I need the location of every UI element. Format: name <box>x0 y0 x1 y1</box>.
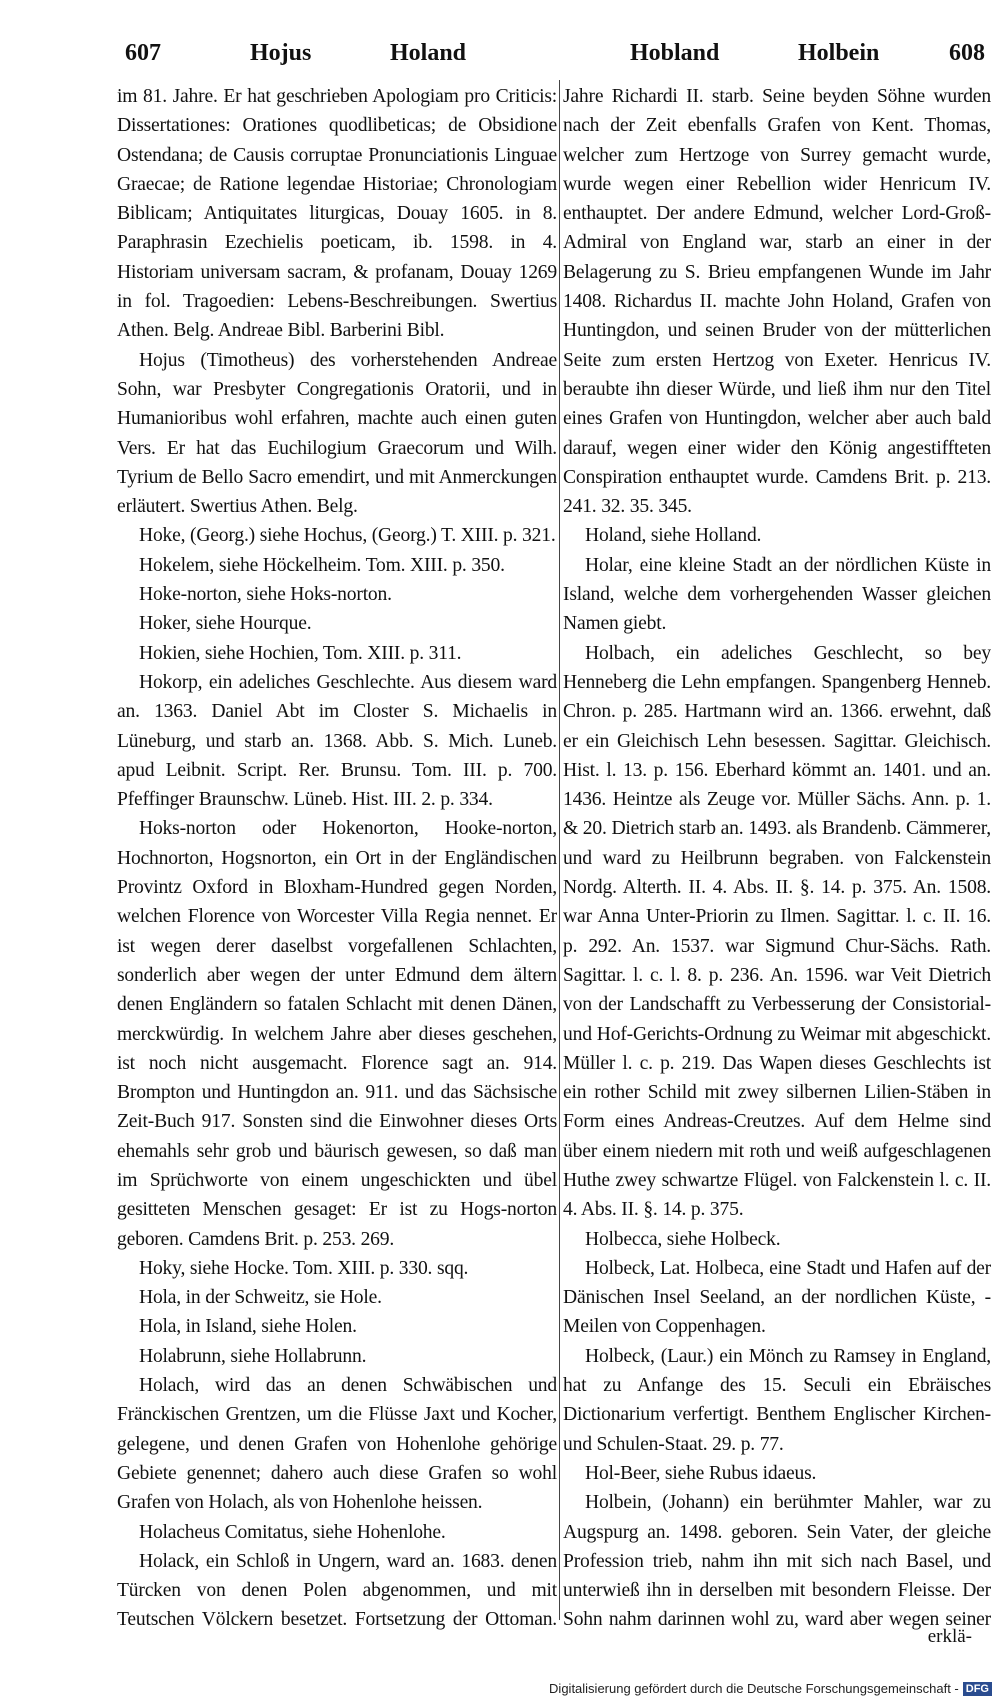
entry-paragraph: Holabrunn, siehe Hollabrunn. <box>139 1345 367 1367</box>
dfg-logo: DFG <box>963 1682 992 1696</box>
entry-paragraph: Hoke, (Georg.) siehe Hochus, (Georg.) T. XIII. p. 321. <box>139 525 556 547</box>
page-number-right: 608 <box>949 40 985 66</box>
entry-paragraph: Holach, wird das an denen Schwäbischen und Fränckischen Grentzen, um die Flüsse Jaxt und Kocher, gelegene, und denen Grafen von Hohenlohe gehörige Gebiete genennet; dahero auch diese Grafen so wohl Grafen von Holach, als von Hohenlohe heissen. <box>117 1375 557 1514</box>
running-head-left-last: Holand <box>390 40 467 66</box>
catchword: erklä- <box>927 1626 972 1647</box>
digitization-footer <box>549 1681 992 1696</box>
left-column <box>117 82 557 1632</box>
entry-paragraph: Hokorp, ein adeliches Geschlechte. Aus diesem ward an. 1363. Daniel Abt im Closter S. Michaelis in Lüneburg, und starb an. 1368. Abb. S. Mich. Luneb. apud Leibnit. Script. Rer. Brunsu. Tom. III. p. 700. Pfeffinger Braunschw. Lüneb. Hist. III. 2. p. 334. <box>117 671 557 811</box>
entry-paragraph: im 81. Jahre. Er hat geschrieben Apologiam pro Criticis: Dissertationes: Orationes quodlibeticas; de Obsidione Ostendana; de Causis corruptae Pronunciationis Linguae Graecae; de Ratione legendae Historiae; Chronologiam Biblicam; Antiquitates liturgicas, Douay 1605. in 8. Paraphrasin Ezechielis poeticam, ib. 1598. in 4. Historiam universam sacram, & profanam, Douay 1269 in fol. Tragoedien: Lebens-Beschreibungen. Swertius Athen. Belg. Andreae Bibl. Barberini Bibl. <box>117 86 557 342</box>
entry-paragraph: Holbeck, Lat. Holbeca, eine Stadt und Hafen auf der Dänischen Insel Seeland, an der nordlichen Küste, - Meilen von Coppenhagen. <box>563 1257 991 1338</box>
footer-text: Digitalisierung gefördert durch die Deutsche Forschungsgemeinschaft - <box>549 1681 959 1696</box>
entry-paragraph: Hoker, siehe Hourque. <box>139 613 312 635</box>
entry-paragraph: Jahre Richardi II. starb. Seine beyden Söhne wurden nach der Zeit ebenfalls Grafen von Kent. Thomas, welcher zum Hertzoge von Surrey gemacht wurde, wurde wegen einer Rebellion wider Henricum IV. enthauptet. Der andere Edmund, welcher Lord-Groß-Admiral von England war, starb an einer in der Belagerung zu S. Brieu empfangenen Wunde im Jahr 1408. Richardus II. machte John Holand, Grafen von Huntingdon, und seinen Bruder von der mütterlichen Seite zum ersten Hertzog von Exeter. Henricus IV. beraubte ihn dieser Würde, und ließ ihm nur den Titel eines Grafen von Huntingdon, welcher aber auch bald darauf, wegen einer wider den König angestiffteten Conspiration enthauptet wurde. Camdens Brit. p. 213. 241. 32. 35. 345. <box>563 86 991 518</box>
page-number-left: 607 <box>125 40 161 66</box>
entry-paragraph: Hoks-norton oder Hokenorton, Hooke-norton, Hochnorton, Hogsnorton, ein Ort in der Engländischen Provintz Oxford in Bloxham-Hundred gegen Norden, welchen Florence von Worcester Villa Regia nennet. Er ist wegen derer daselbst vorgefallenen Schlachten, sonderlich aber wegen der unter Edmund dem ältern denen Engländern so fatalen Schlacht mit denen Dänen, merckwürdig. In welchem Jahre aber dieses geschehen, ist noch nicht ausgemacht. Florence sagt an. 914. Brompton und Huntingdon an. 911. und das Sächsische Zeit-Buch 917. Sonsten sind die Einwohner dieses Orts ehemahls sehr grob und bäurisch gewesen, so daß man im Sprüchworte von einem ungeschickten und übel gesitteten Menschen gesaget: Er ist zu Hogs-norton geboren. Camdens Brit. p. 253. 269. <box>117 818 557 1250</box>
entry-paragraph: Hol-Beer, siehe Rubus idaeus. <box>585 1462 817 1484</box>
entry-paragraph: Holbach, ein adeliches Geschlecht, so bey Henneberg die Lehn empfangen. Spangenberg Henneb. Chron. p. 285. Hartmann wird an. 1366. erwehnt, daß er ein Gleichisch Lehn besessen. Sagittar. Gleichisch. Hist. l. 13. p. 156. Eberhard kömmt an. 1401. und an. 1436. Heintze als Zeuge vor. Müller Sächs. Ann. p. 1. & 20. Dietrich starb an. 1493. als Brandenb. Cämmerer, und ward zu Heilbrunn begraben. von Falckenstein Nordg. Alterth. II. 4. Abs. II. §. 14. p. 375. An. 1508. war Anna Unter-Priorin zu Ilmen. Sagittar. l. c. II. 16. p. 292. An. 1537. war Sigmund Chur-Sächs. Rath. Sagittar. l. c. l. 8. p. 236. An. 1596. war Veit Dietrich von der Landschafft zu Verbesserung der Consistorial- und Hof-Gerichts-Ordnung zu Weimar mit abgeschickt. Müller l. c. p. 219. Das Wapen dieses Geschlechts ist ein rother Schild mit zwey silbernen Lilien-Stäben in Form eines Andreas-Creutzes. Auf dem Helme sind über einem niedern mit roth und weiß aufgeschlagenen Huthe zwey schwartze Flügel. von Falckenstein l. c. II. 4. Abs. II. §. 14. p. 375. <box>563 642 991 1221</box>
entry-paragraph: Hokien, siehe Hochien, Tom. XIII. p. 311. <box>139 642 462 664</box>
entry-paragraph: Hoke-norton, siehe Hoks-norton. <box>139 584 392 606</box>
page-header <box>125 40 985 80</box>
entry-paragraph: Hojus (Timotheus) des vorherstehenden Andreae Sohn, war Presbyter Congregationis Oratorii, und in Humanioribus wohl erfahren, machte auch einen guten Vers. Er hat das Euchilogium Graecorum und Wilh. Tyrium de Bello Sacro emendirt, und mit Anmerckungen erläutert. Swertius Athen. Belg. <box>117 349 557 518</box>
running-head-right-first: Hobland <box>630 40 720 66</box>
entry-paragraph: Holar, eine kleine Stadt an der nördlichen Küste in Island, welche dem vorhergehenden Wasser gleichen Namen giebt. <box>563 554 991 635</box>
entry-paragraph: Holand, siehe Holland. <box>585 525 762 547</box>
entry-paragraph: Holbein, (Johann) ein berühmter Mahler, war zu Augspurg an. 1498. geboren. Sein Vater, der gleiche Profession trieb, nahm ihn mit sich nach Basel, und unterwieß ihn in derselben mit besondern Fleisse. Der Sohn nahm darinnen wohl zu, ward aber wegen seiner <box>563 1492 991 1631</box>
entry-paragraph: Hola, in der Schweitz, sie Hole. <box>139 1287 382 1309</box>
running-head-right-last: Holbein <box>798 40 880 66</box>
entry-paragraph: Hoky, siehe Hocke. Tom. XIII. p. 330. sqq. <box>139 1257 469 1279</box>
running-head-left-first: Hojus <box>250 40 312 66</box>
right-column <box>563 82 991 1632</box>
entry-paragraph: Holacheus Comitatus, siehe Hohenlohe. <box>139 1521 446 1543</box>
column-divider <box>559 80 560 1620</box>
entry-paragraph: Holbeck, (Laur.) ein Mönch zu Ramsey in England, hat zu Anfange des 15. Seculi ein Ebräisches Dictionarium verfertigt. Benthem Englischer Kirchen- und Schulen-Staat. 29. p. 77. <box>563 1345 991 1455</box>
entry-paragraph: Holack, ein Schloß in Ungern, ward an. 1683. denen Türcken von denen Polen abgenommen, und mit Teutschen Völckern besetzet. Fortsetzung der Ottoman. <box>117 1550 557 1631</box>
entry-paragraph: Hola, in Island, siehe Holen. <box>139 1316 357 1338</box>
entry-paragraph: Hokelem, siehe Höckelheim. Tom. XIII. p. 350. <box>139 554 505 576</box>
entry-paragraph: Holbecca, siehe Holbeck. <box>585 1228 781 1250</box>
